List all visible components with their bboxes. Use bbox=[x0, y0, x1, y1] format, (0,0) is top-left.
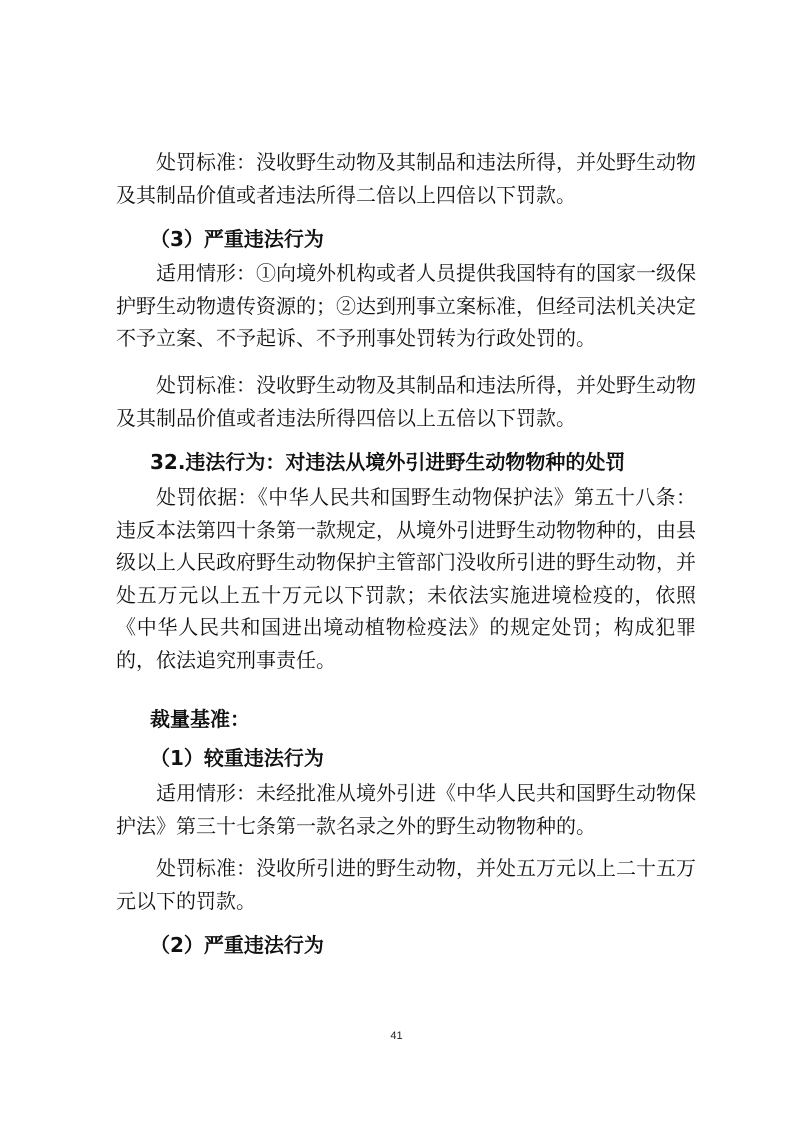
discretion-standard-heading: 裁量基准： bbox=[150, 707, 250, 731]
severe-violation-heading: （3）严重违法行为 bbox=[150, 227, 324, 251]
severe-violation-heading-2: （2）严重违法行为 bbox=[150, 933, 324, 957]
penalty-basis-paragraph: 处罚依据：《中华人民共和国野生动物保护法》第五十八条：违反本法第四十条第一款规定，从境外引进野生动物物种的，由县级以上人民政府野生动物保护主管部门没收所引进的野生动物，并处五万元以上五十万元以下罚款；未依法实施进境检疫的，依照《中华人民共和国进出境动植物检疫法》的规定处罚；构成犯罪的，依法追究刑事责任。 bbox=[116, 485, 696, 672]
applicable-circumstances-paragraph-1: 适用情形：①向境外机构或者人员提供我国特有的国家一级保护野生动物遗传资源的；②达到刑事立案标准，但经司法机关决定不予立案、不予起诉、不予刑事处罚转为行政处罚的。 bbox=[116, 261, 696, 350]
page-number: 41 bbox=[390, 1030, 403, 1042]
penalty-standard-paragraph-3: 处罚标准：没收所引进的野生动物，并处五万元以上二十五万元以下的罚款。 bbox=[116, 856, 696, 913]
penalty-standard-paragraph-2: 处罚标准：没收野生动物及其制品和违法所得，并处野生动物及其制品价值或者违法所得四倍以上五倍以下罚款。 bbox=[116, 373, 696, 430]
applicable-circumstances-paragraph-2: 适用情形：未经批准从境外引进《中华人民共和国野生动物保护法》第三十七条第一款名录之外的野生动物物种的。 bbox=[116, 781, 696, 838]
article-32-heading: 32.违法行为：对违法从境外引进野生动物物种的处罚 bbox=[150, 450, 626, 474]
serious-violation-heading: （1）较重违法行为 bbox=[150, 746, 324, 770]
penalty-standard-paragraph-1: 处罚标准：没收野生动物及其制品和违法所得，并处野生动物及其制品价值或者违法所得二倍以上四倍以下罚款。 bbox=[116, 150, 696, 207]
